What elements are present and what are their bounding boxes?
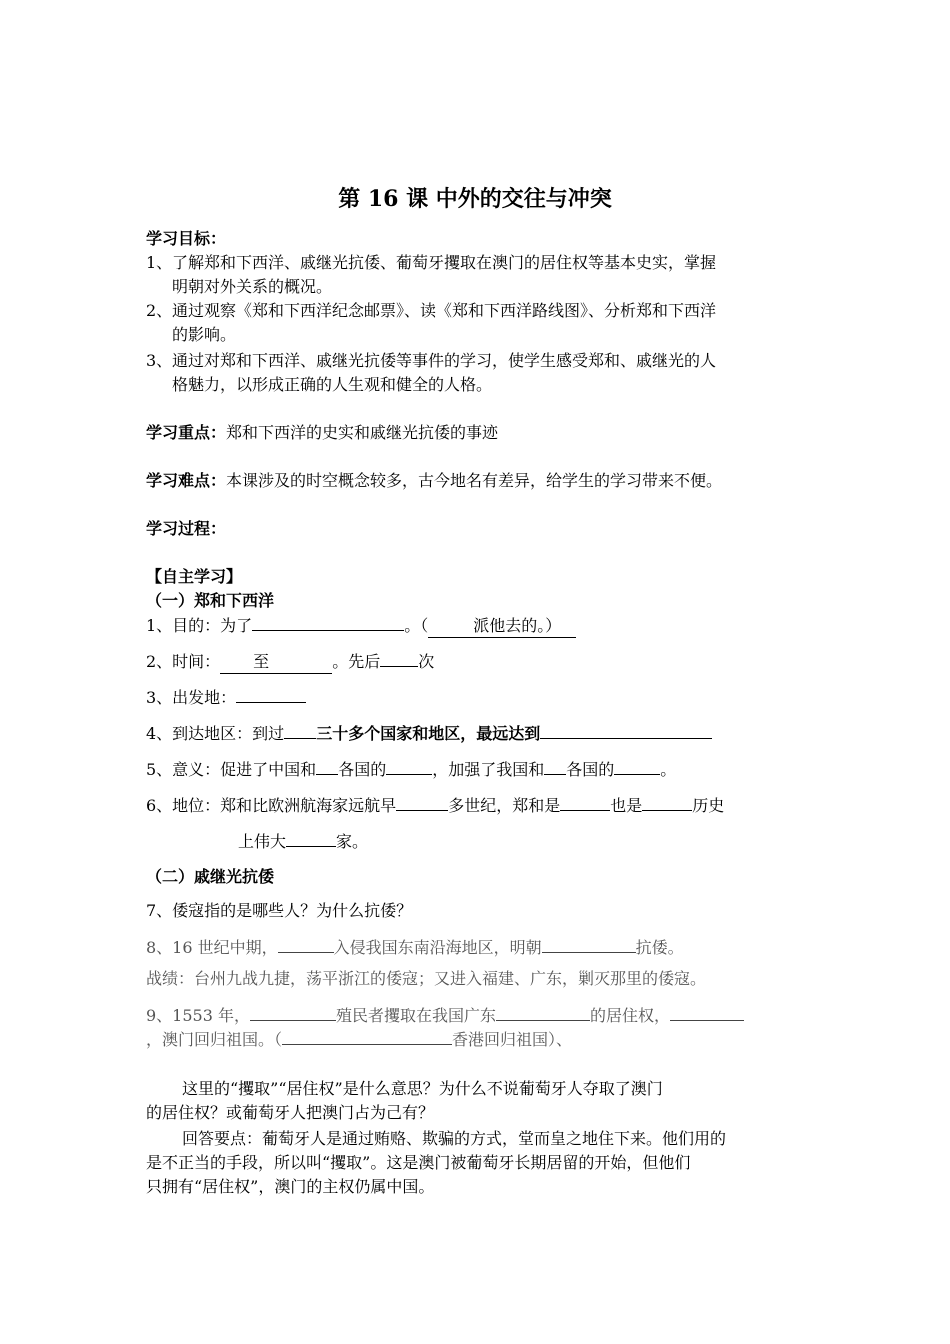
blank[interactable] [540,722,712,739]
battle-record: 战绩：台州九战九捷，荡平浙江的倭寇；又进入福建、广东，剿灭那里的倭寇。 [146,969,707,988]
discussion-question-line2: 的居住权？或葡萄牙人把澳门占为己有？ [146,1103,435,1122]
discussion-answer-line2: 是不正当的手段，所以叫“攫取”。这是澳门被葡萄牙长期居留的开始，但他们 [146,1153,691,1172]
blank[interactable] [614,758,660,775]
blank[interactable] [670,1004,744,1021]
question-4: 4、到达地区：到过 三十多个国家和地区，最远达到 [146,722,712,745]
question-1-hint: 派他去的。） [428,615,576,638]
blank[interactable] [396,794,448,811]
blank[interactable] [250,1004,336,1021]
question-9: 9、1553 年， 殖民者攫取在我国广东 的居住权， [146,1004,744,1027]
question-6-cont: 上伟大 家。 [238,832,369,851]
question-3: 3、出发地： [146,686,306,709]
blank[interactable] [560,794,610,811]
blank[interactable] [316,758,338,775]
discussion-question-line1: 这里的“攫取”“居住权”是什么意思？为什么不说葡萄牙人夺取了澳门 [182,1079,663,1098]
question-8: 8、16 世纪中期， 入侵我国东南沿海地区，明朝 抗倭。 [146,938,684,957]
question-2: 2、时间： 至 。先后 次 [146,650,434,674]
blank[interactable] [282,1028,452,1045]
blank[interactable] [642,794,692,811]
section-1-heading: （一）郑和下西洋 [146,591,275,610]
discussion-answer-line1: 回答要点：葡萄牙人是通过贿赂、欺骗的方式，堂而皇之地住下来。他们用的 [182,1129,727,1148]
objective-1-line2: 明朝对外关系的概况。 [172,277,333,296]
key-point [146,422,498,444]
objective-3-line2: 格魅力，以形成正确的人生观和健全的人格。 [172,375,493,394]
blank[interactable] [278,936,334,953]
discussion-answer-line3: 只拥有“居住权”，澳门的主权仍属中国。 [146,1177,435,1196]
blank[interactable] [380,650,418,667]
blank[interactable] [284,722,316,739]
difficulty [146,470,722,492]
objective-2-line2: 的影响。 [172,325,237,344]
page-title: 第 16 课 中外的交往与冲突 [338,186,612,212]
question-9-cont: ，澳门回归祖国。（ 香港回归祖国）、 [146,1030,573,1049]
objective-3-line1: 3、通过对郑和下西洋、戚继光抗倭等事件的学习，使学生感受郑和、戚继光的人 [146,351,717,370]
objective-2-line1: 2、通过观察《郑和下西洋纪念邮票》、读《郑和下西洋路线图》、分析郑和下西洋 [146,301,717,320]
blank[interactable] [542,936,636,953]
process-label: 学习过程： [146,519,227,538]
question-5: 5、意义：促进了中国和 各国的 ，加强了我国和 各国的 。 [146,760,677,779]
blank[interactable] [286,830,336,847]
blank[interactable] [236,686,306,703]
objectives-heading: 学习目标： [146,229,227,248]
blank[interactable] [544,758,566,775]
difficulty-text: 本课涉及的时空概念较多，古今地名有差异，给学生的学习带来不便。 [226,471,723,490]
difficulty-label: 学习难点： [146,471,227,490]
blank[interactable] [252,614,404,631]
key-point-text: 郑和下西洋的史实和戚继光抗倭的事迹 [226,423,499,442]
question-7: 7、倭寇指的是哪些人？为什么抗倭？ [146,901,413,920]
blank[interactable] [386,758,432,775]
question-6: 6、地位：郑和比欧洲航海家远航早 多世纪，郑和是 也是 历史 [146,796,725,815]
question-1: 1、目的：为了 。（ 派他去的。） [146,614,576,638]
objective-1-line1: 1、了解郑和下西洋、戚继光抗倭、葡萄牙攫取在澳门的居住权等基本史实，掌握 [146,253,717,272]
time-blank[interactable]: 至 [220,651,332,674]
self-study-heading: 【自主学习】 [146,567,243,586]
key-point-label: 学习重点： [146,423,227,442]
section-2-heading: （二）戚继光抗倭 [146,867,275,886]
blank[interactable] [496,1004,590,1021]
